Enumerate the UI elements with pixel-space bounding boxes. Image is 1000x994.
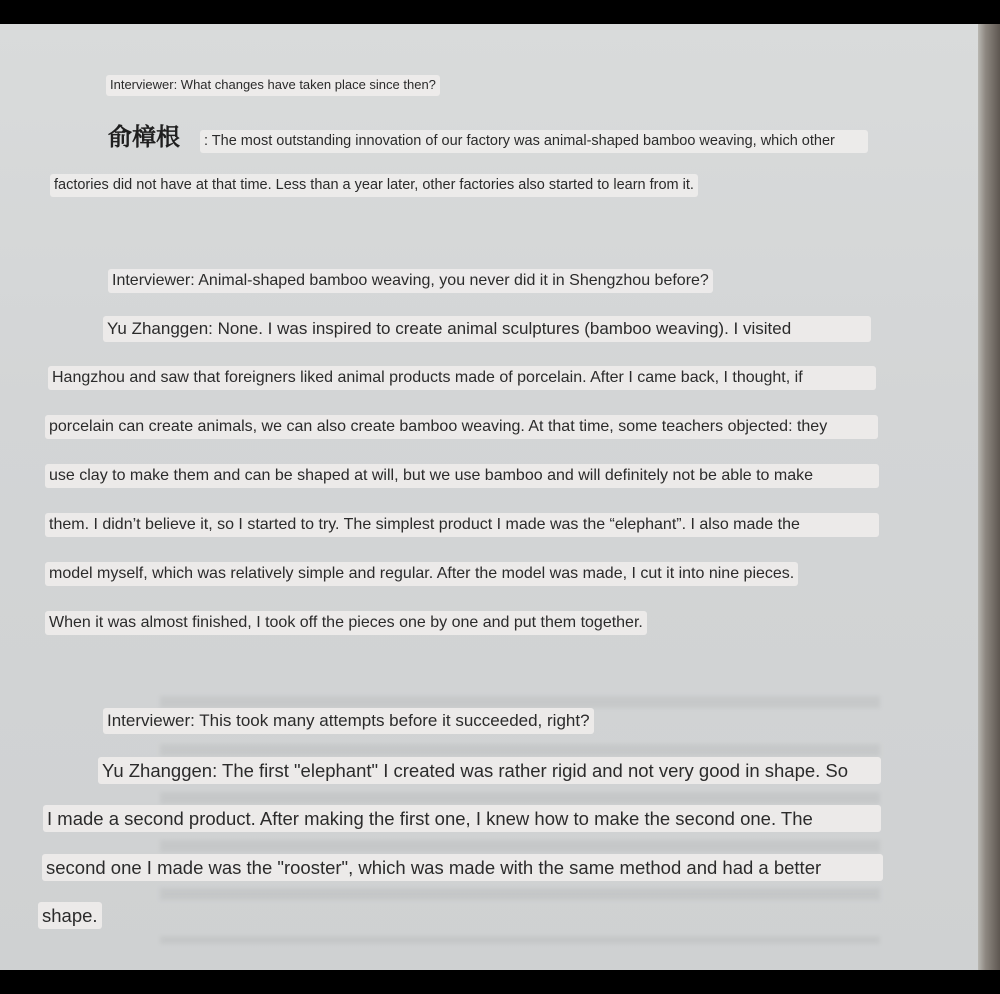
answer-1-line-1: : The most outstanding innovation of our factory was animal-shaped bamboo weaving, which other <box>200 130 868 153</box>
answer-3-line-3: second one I made was the "rooster", which was made with the same method and had a better <box>42 854 883 881</box>
answer-2-line-3: porcelain can create animals, we can also create bamboo weaving. At that time, some teachers objected: they <box>45 415 878 439</box>
top-black-border <box>0 0 1000 24</box>
answer-3-line-2: I made a second product. After making the first one, I knew how to make the second one. The <box>43 805 881 832</box>
answer-2-line-6: model myself, which was relatively simple and regular. After the model was made, I cut it into nine pieces. <box>45 562 798 586</box>
speaker-name-chinese: 俞樟根 <box>108 123 180 151</box>
interviewer-question-1: Interviewer: What changes have taken place since then? <box>106 75 440 96</box>
interviewer-question-3: Interviewer: This took many attempts before it succeeded, right? <box>103 708 594 734</box>
page-edge <box>978 24 1000 970</box>
answer-2-line-4: use clay to make them and can be shaped at will, but we use bamboo and will definitely not be able to make <box>45 464 879 488</box>
answer-3-line-1: Yu Zhanggen: The first "elephant" I created was rather rigid and not very good in shape. So <box>98 757 881 784</box>
answer-2-line-1: Yu Zhanggen: None. I was inspired to create animal sculptures (bamboo weaving). I visited <box>103 316 871 342</box>
answer-2-line-5: them. I didn’t believe it, so I started to try. The simplest product I made was the “elephant”. I also made the <box>45 513 879 537</box>
answer-3-line-4: shape. <box>38 902 102 929</box>
answer-2-line-7: When it was almost finished, I took off the pieces one by one and put them together. <box>45 611 647 635</box>
answer-2-line-2: Hangzhou and saw that foreigners liked animal products made of porcelain. After I came back, I thought, if <box>48 366 876 390</box>
answer-1-line-2: factories did not have at that time. Less than a year later, other factories also started to learn from it. <box>50 174 698 197</box>
bottom-black-border <box>0 970 1000 994</box>
interviewer-question-2: Interviewer: Animal-shaped bamboo weaving, you never did it in Shengzhou before? <box>108 269 713 293</box>
